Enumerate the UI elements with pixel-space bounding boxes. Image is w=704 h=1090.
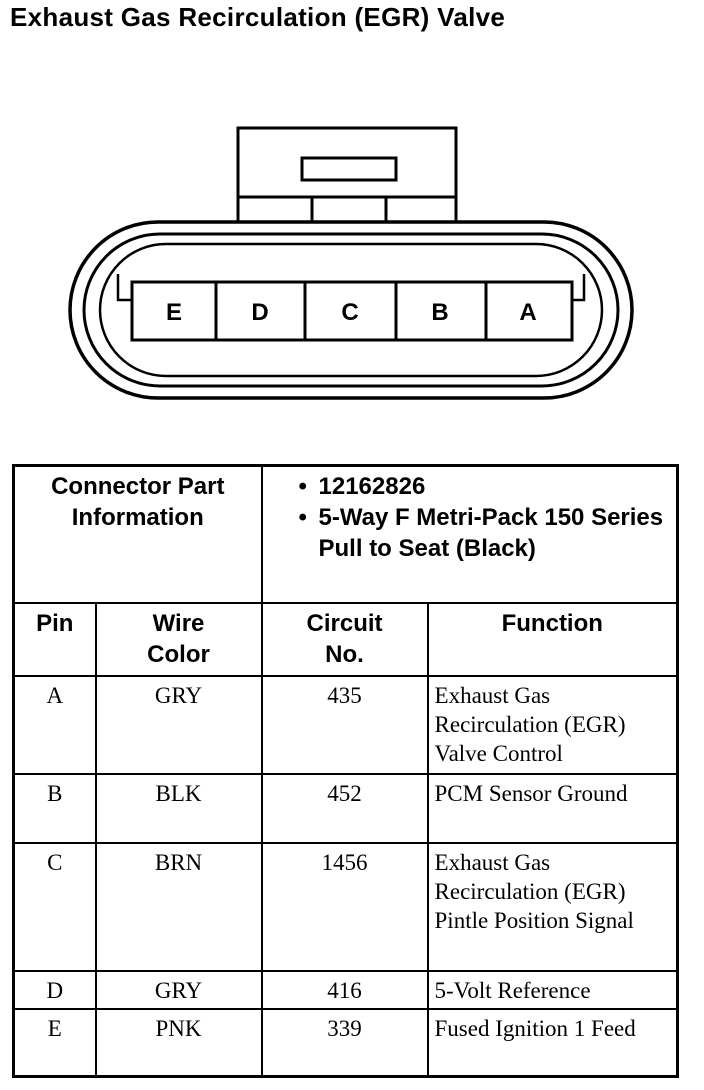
part-info-values	[262, 466, 678, 603]
cell-pin: E	[14, 1009, 96, 1077]
cell-wire-color: GRY	[96, 676, 262, 774]
cell-pin: D	[14, 971, 96, 1009]
col-header-function: Function	[428, 603, 678, 676]
cell-circuit: 435	[262, 676, 428, 774]
part-info-row	[14, 466, 678, 603]
column-header-row	[14, 603, 678, 676]
pin-label-b: B	[431, 299, 449, 326]
col-header-pin: Pin	[14, 603, 96, 676]
part-number: • 12162826	[298, 473, 426, 500]
col-header-wire-color: Wire Color	[96, 603, 262, 676]
cell-pin: A	[14, 676, 96, 774]
connector-latch-slot	[302, 158, 396, 180]
col-header-circuit: Circuit No.	[262, 603, 428, 676]
connector-diagram	[0, 120, 704, 410]
cell-circuit: 1456	[262, 843, 428, 971]
cell-function: 5-Volt Reference	[428, 971, 678, 1009]
cell-pin: C	[14, 843, 96, 971]
connector-info-table	[12, 464, 679, 1078]
pin-label-a: A	[519, 299, 537, 326]
pin-label-c: C	[341, 299, 359, 326]
cell-wire-color: BRN	[96, 843, 262, 971]
table-row	[14, 1009, 678, 1077]
cell-wire-color: GRY	[96, 971, 262, 1009]
page-title: Exhaust Gas Recirculation (EGR) Valve	[10, 2, 506, 32]
cell-circuit: 416	[262, 971, 428, 1009]
cell-function: Exhaust Gas Recirculation (EGR) Pintle Position Signal	[428, 843, 678, 971]
cell-wire-color: BLK	[96, 774, 262, 843]
pin-label-d: D	[251, 299, 269, 326]
cell-pin: B	[14, 774, 96, 843]
pin-label-e: E	[165, 299, 183, 326]
cell-function: Fused Ignition 1 Feed	[428, 1009, 678, 1077]
cell-wire-color: PNK	[96, 1009, 262, 1077]
part-description: • 5-Way F Metri-Pack 150 Series Pull to Seat (Black)	[298, 504, 664, 562]
table-row	[14, 843, 678, 971]
table-row	[14, 774, 678, 843]
cell-circuit: 339	[262, 1009, 428, 1077]
cell-function: Exhaust Gas Recirculation (EGR) Valve Control	[428, 676, 678, 774]
cell-function: PCM Sensor Ground	[428, 774, 678, 843]
cell-circuit: 452	[262, 774, 428, 843]
table-row	[14, 971, 678, 1009]
table-row	[14, 676, 678, 774]
part-info-label: Connector Part Information	[14, 466, 262, 603]
